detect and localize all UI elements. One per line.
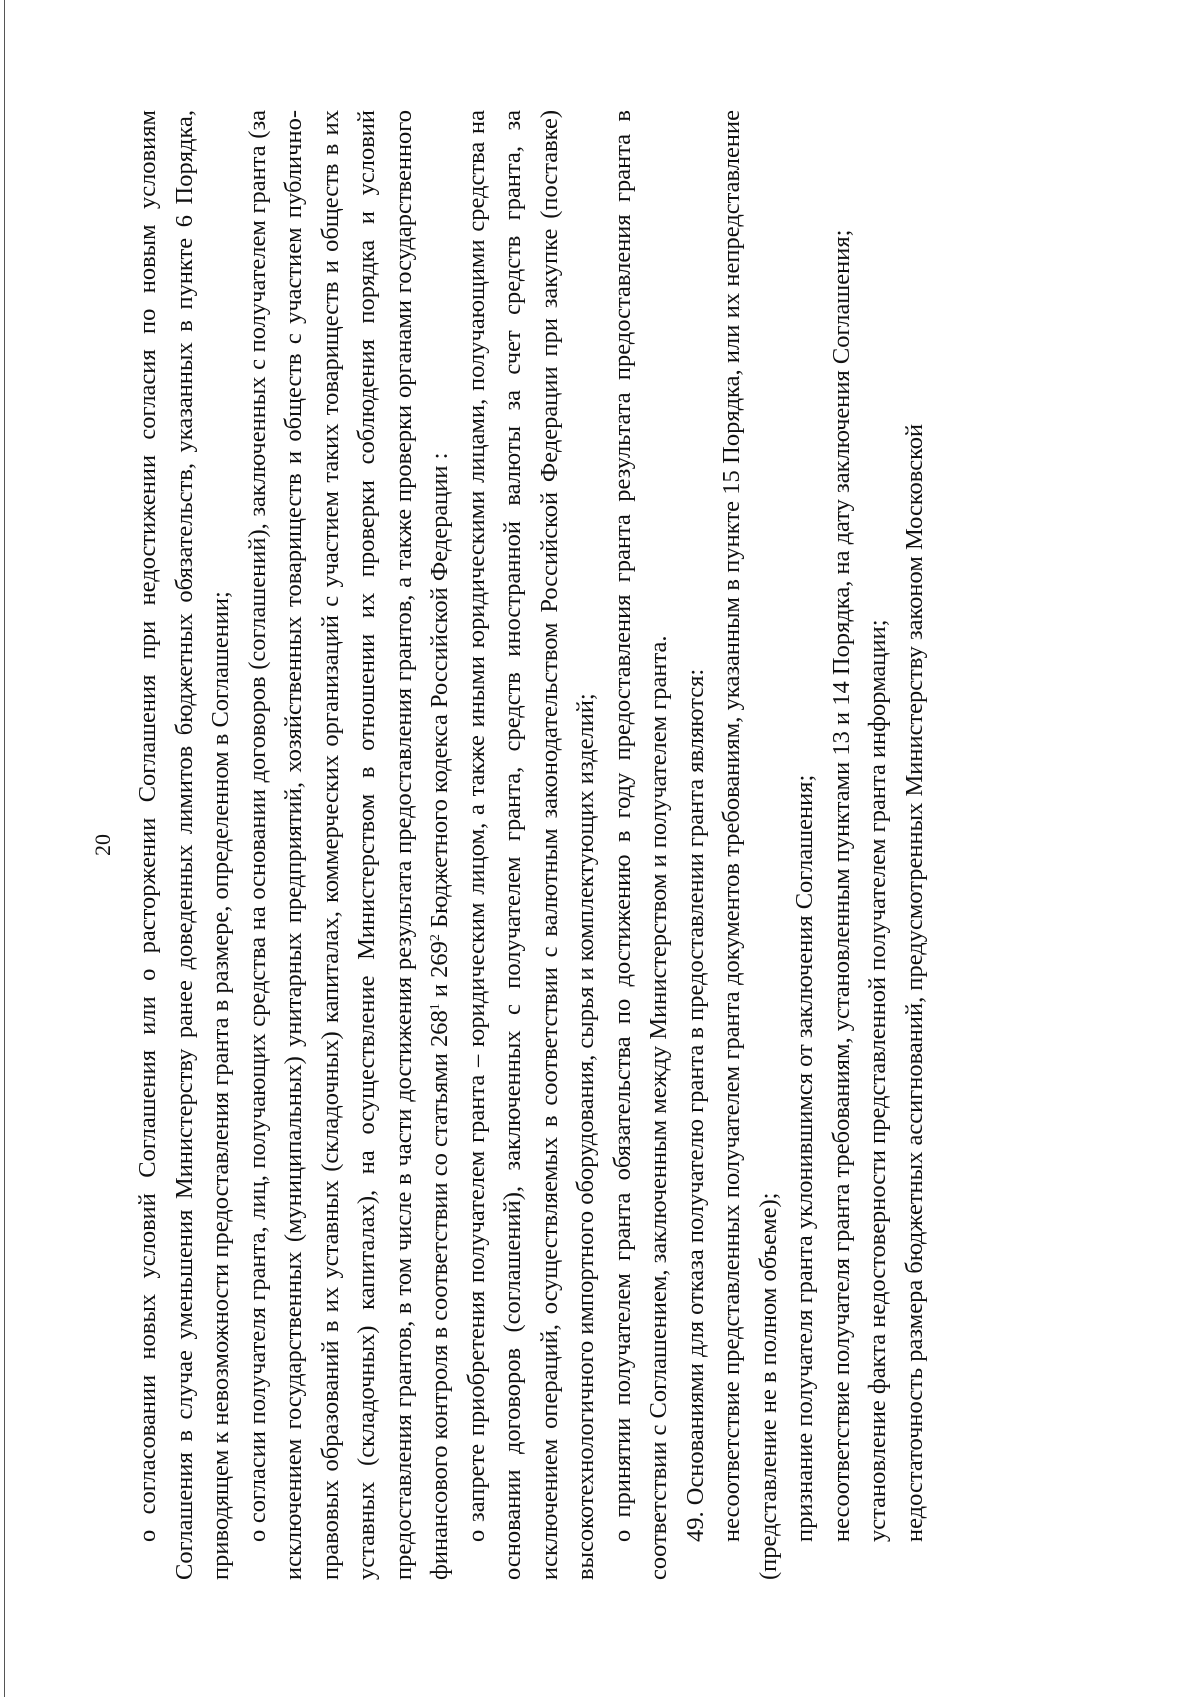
paragraph-4: о принятии получателем гранта обязательства по достижению в году предоставления гранта результата предоставления гранта в соответствии с Соглашением, заключенным между Министерством и получателем гранта. (608, 110, 672, 1580)
paragraph-9: установление факта недостоверности представленной получателем гранта информации; (864, 619, 891, 1542)
paragraph-2 (240, 110, 459, 1580)
paragraph-2-tail: Бюджетного кодекса Российской Федерации : (426, 452, 453, 935)
paragraph-7: признание получателя гранта уклонившимся от заключения Соглашения; (791, 774, 818, 1542)
page-number: 20 (90, 834, 115, 856)
document-body (130, 110, 933, 1580)
paragraph-2-text: о согласии получателя гранта, лиц, получающих средства на основании договоров (соглашений), заключенных с получателем гранта (за исключением государственных (муниципальных) унитарных предприятий, хозяйственных товариществ и обществ с участием публично-правовых образований в их уставных (складочных) капиталах, коммерческих организаций с участием таких товариществ и обществ в их уставных (складочных) капиталах), на осуществление Министерством в отношении их проверки соблюдения порядка и условий предоставления грантов, в том числе в части достижения результата предоставления грантов, а также проверки органами государственного финансового контроля в соответствии со статьями 268 (243, 110, 453, 1580)
paragraph-10: недостаточность размера бюджетных ассигнований, предусмотренных Министерству законом Московской (900, 423, 928, 1542)
paragraph-8: несоответствие получателя гранта требованиям, установленным пунктами 13 и 14 Порядка, на дату заключения Соглашения; (827, 229, 855, 1542)
paragraph-2-mid: и 269 (426, 941, 453, 1004)
paragraph-6: несоответствие представленных получателем гранта документов требованиям, указанным в пункте 15 Порядка, или их непредставление (представление не в полном объеме); (718, 110, 782, 1580)
document-page (90, 110, 1090, 1580)
paragraph-3: о запрете приобретения получателем гранта – юридическим лицом, а также иными юридическими лицами, получающими средства на основании договоров (соглашений), заключенных с получателем гранта, средств иностранной валюты за счет средств гранта, за исключением операций, осуществляемых в соответствии с валютным законодательством Российской Федерации при закупке (поставке) высокотехнологичного импортного оборудования, сырья и комплектующих изделий; (462, 110, 599, 1580)
scan-edge-line (4, 0, 5, 1697)
paragraph-5: 49. Основаниями для отказа получателю гранта в предоставлении гранта являются: (681, 668, 709, 1542)
paragraph-1: о согласовании новых условий Соглашения или о расторжении Соглашения при недостижении согласия по новым условиям Соглашения в случае уменьшения Министерству ранее доведенных лимитов бюджетных обязательств, указанных в пункте 6 Порядка, приводящем к невозможности предоставления гранта в размере, определенном в Соглашении; (134, 110, 234, 1580)
superscript-2: 2 (428, 934, 443, 942)
superscript-1: 1 (428, 1003, 443, 1011)
